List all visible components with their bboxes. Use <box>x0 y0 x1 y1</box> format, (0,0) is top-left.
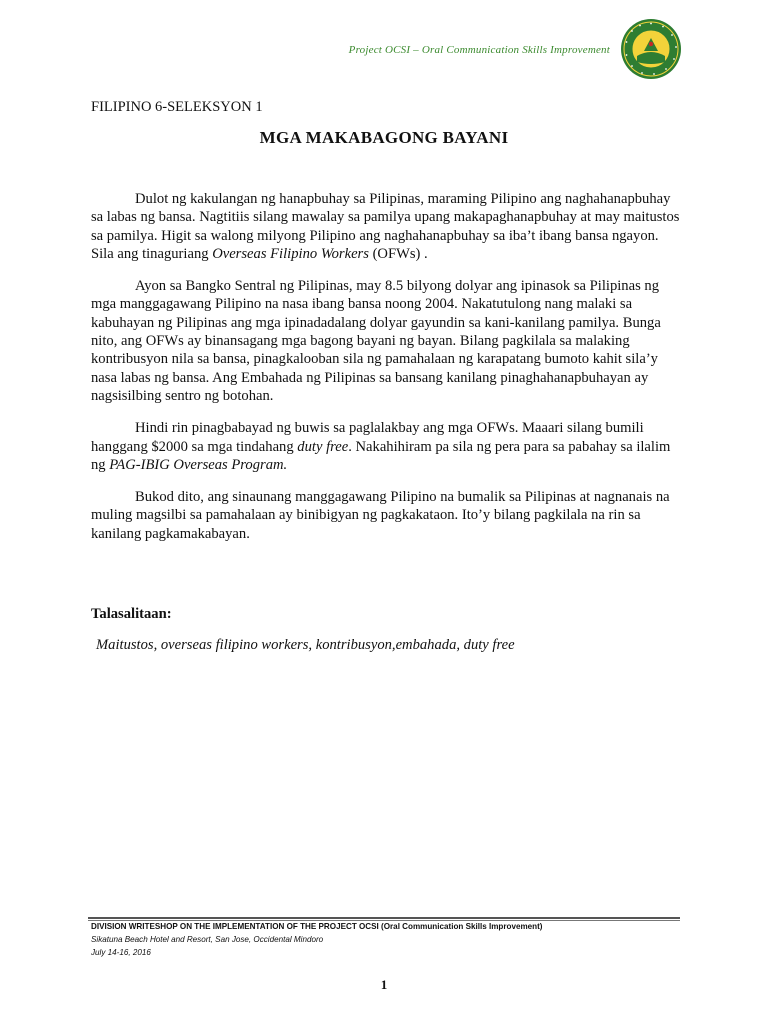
page-number: 1 <box>380 977 388 992</box>
paragraph-1 <box>91 190 683 263</box>
footer-event-title <box>91 922 543 931</box>
paragraph-2: Ayon sa Bangko Sentral ng Pilipinas, may 8.5 bilyong dolyar ang ipinasok sa Pilipinas ng mga manggagawang Pilipino na nasa ibang bansa noong 2004. Nakatutulong nang malaki sa kabuhayan ng Pilipinas ang mga ipinadadalang dolyar gayundin sa kani-kanilang pamilya. Bunga nito, ang OFWs ay binansagang mga bagong bayani ng bayan. Bilang pagkilala sa malaking kontribusyon nila sa bansa, pinagkalooban sila ng pamahalaan ng karapatang bumoto kahit sila’y nasa labas ng bansa. Ang Embahada ng Pilipinas sa bansang kanilang pinaghahanapbuhayan ay nagsisilbing sentro ng botohan. <box>91 278 661 404</box>
project-header: Project OCSI – Oral Communication Skills Improvement <box>348 44 610 56</box>
paragraph-1-italic: Overseas Filipino Workers <box>212 245 369 262</box>
paragraph-3 <box>91 419 683 474</box>
footer-event-title-bold: DIVISION WRITESHOP ON THE IMPLEMENTATION OF THE PROJECT OCSI <box>91 922 379 931</box>
paragraph-4: Bukod dito, ang sinaunang manggagawang Pilipino na bumalik sa Pilipinas at nagnanais na muling magsilbi sa pamahalaan ay binibigyan ng pagkakataon. Ito’y bilang pagkilala na rin sa kanilang pagkamakabayan. <box>91 489 670 542</box>
footer-divider <box>88 917 680 919</box>
document-title: MGA MAKABAGONG BAYANI <box>259 128 509 147</box>
footer-venue: Sikatuna Beach Hotel and Resort, San Jose, Occidental Mindoro <box>91 935 324 944</box>
paragraph-3-italic: duty free <box>297 438 349 455</box>
deped-seal-icon <box>620 18 682 80</box>
document-body <box>91 190 683 557</box>
footer-divider-thin <box>88 920 680 921</box>
paragraph-3-italic-2: PAG-IBIG Overseas Program. <box>109 456 288 473</box>
paragraph-1-end: (OFWs) . <box>368 245 428 262</box>
footer-date: July 14-16, 2016 <box>91 948 151 957</box>
document-label: FILIPINO 6-SELEKSYON 1 <box>91 99 263 115</box>
seal-graphic <box>620 18 682 80</box>
paragraph-3-text: Hindi rin pinagbabayad ng buwis sa paglalakbay ang mga OFWs. Maaari silang bumili hanggang $2000 sa mga tindahang <box>91 420 644 455</box>
footer-event-title-rest: (Oral Communication Skills Improvement) <box>378 922 543 931</box>
vocabulary-heading: Talasalitaan: <box>91 606 172 622</box>
paragraph-1-text: Dulot ng kakulangan ng hanapbuhay sa Pilipinas, maraming Pilipino ang naghahanapbuhay sa labas ng bansa. Nagtitiis silang mawalay sa pamilya upang makapaghanapbuhay at may maitustos sa pamilya. Higit sa walong milyong Pilipino ang naghahanapbuhay sa iba’t ibang bansa ngayon. Sila ang tinaguriang <box>91 191 680 262</box>
paragraph-3-middle: . Nakahihiram pa sila ng pera para sa pabahay sa ilalim ng <box>91 438 671 473</box>
vocabulary-list: Maitustos, overseas filipino workers, kontribusyon,embahada, duty free <box>96 637 515 653</box>
